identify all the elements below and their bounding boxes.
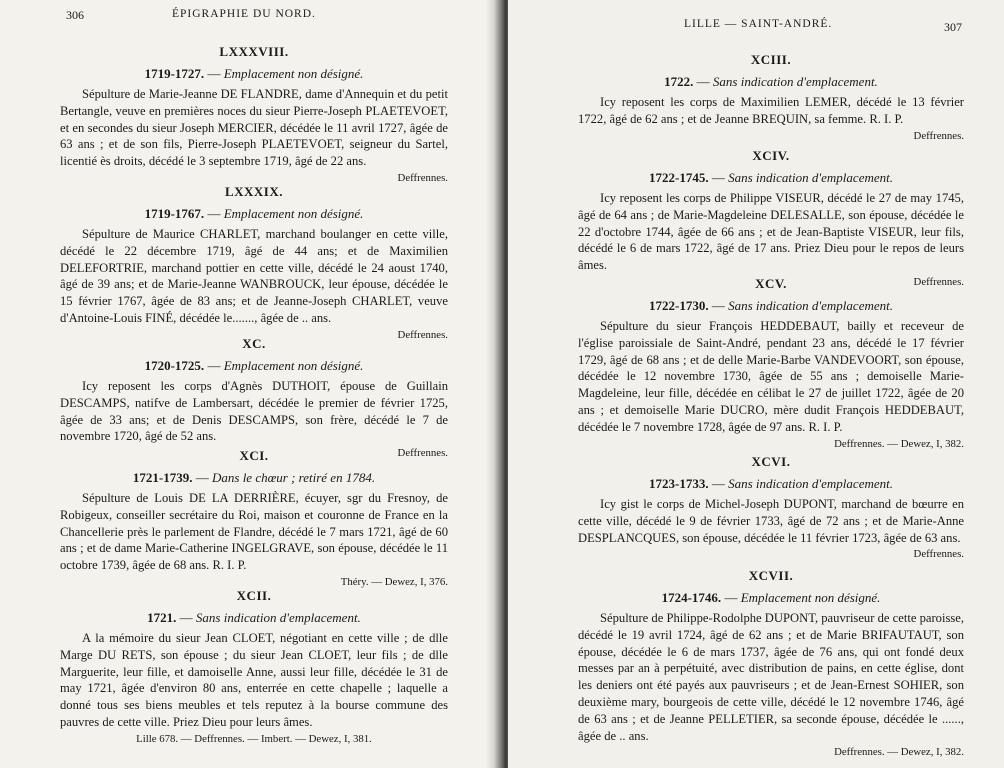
entry-date-line: 1722-1730. — Sans indication d'emplacement. <box>649 298 893 313</box>
entry-placement: Sans indication d'emplacement. <box>195 610 361 625</box>
entry-dates: 1723-1733. <box>649 476 709 491</box>
entry-source: Deffrennes. <box>913 275 964 288</box>
page-number: 306 <box>66 8 84 22</box>
entry-text: A la mémoire du sieur Jean CLOET, négotiant en cette ville ; de dlle Marge DU RETS, son épouse ; du sieur Jean CLOET, leur fils ; de dlle Marguerite, leur fille, et damoiselle Anne, aussi leur fille, décédée le 31 de may 1721, âgée d'environ 80 ans, enterrée en cette chapelle ; laquelle a donné tous ses biens meubles et tels reputez à la bourse commune des pauvres de cette ville. Priez Dieu pour leurs âmes. <box>60 631 448 729</box>
entry-date-line: 1722-1745. — Sans indication d'emplacement. <box>649 170 893 185</box>
entry <box>578 52 964 142</box>
entry-number: XCII. <box>236 588 272 603</box>
entry <box>60 184 448 341</box>
entry-dates: 1722-1745. <box>649 170 709 185</box>
entry <box>60 44 448 184</box>
entry-text: Sépulture de Marie-Jeanne DE FLANDRE, dame d'Annequin et du petit Bertangle, veuve en premières noces du sieur Pierre-Joseph PLAETEVOET, et en secondes du sieur Joseph MERCIER, décédée le 11 avril 1727, âgée de 63 ans ; et de son fils, Pierre-Joseph PLAETEVOET, seigneur du Sartel, licentié ès droits, décédé le 3 septembre 1719, âgé de 22 ans. <box>60 87 448 169</box>
entry-date-line: 1719-1727. — Emplacement non désigné. <box>144 66 364 81</box>
entry-source: Théry. — Dewez, I, 376. <box>340 575 448 588</box>
entry-placement: Sans indication d'emplacement. <box>728 170 893 185</box>
entry-text: Sépulture de Louis DE LA DERRIÈRE, écuyer, sgr du Fresnoy, de Robigeux, conseiller secrétaire du Roi, maison et couronne de France en la Chancellerie près le parlement de Flandre, décédé le 7 mars 1721, âgé de 60 ans ; et de dame Marie-Catherine INGELGRAVE, son épouse, décédée le 11 octobre 1739, âgée de 68 ans. R. I. P. <box>60 491 448 573</box>
entry-text: Sépulture du sieur François HEDDEBAUT, bailly et receveur de l'église paroissiale de Saint-André, pendant 23 ans, décédé le 17 février 1729, âgé de 68 ans ; et de delle Marie-Barbe VANDEVOORT, son épouse, décédée le 12 novembre 1730, âgée de 55 ans ; demoiselle Marie-Magdeleine, leur fille, décédée en célibat le 27 de juillet 1722, âgée de 20 ans ; et demoiselle Marie DUCRO, mère dudit François HEDDEBAUT, décédée le 7 novembre 1728, âgée de 97 ans. R. I. P. <box>578 319 964 434</box>
entry-placement: Sans indication d'emplacement. <box>728 476 893 491</box>
entry-number: XC. <box>242 336 266 351</box>
entry-placement: Sans indication d'emplacement. <box>728 298 893 313</box>
entry-text: Sépulture de Philippe-Rodolphe DUPONT, pauvriseur de cette paroisse, décédé le 19 avril 1724, âgé de 62 ans ; et de Marie BRIFAUTAUT, son épouse, décédée le 6 de mars 1737, âgée de 76 ans, qui ont fondé deux messes par an à perpétuité, avec distribution de pains, en cette église, dont les deniers ont été payés aux pauvriseurs ; et de Jean-Ernest SOHIER, son deuxième mary, bourgeois de cette ville, décédé le 12 novembre 1746, âgé de 63 ans ; et de Jeanne PELLETIER, sa seconde épouse, décédée le ......, âgée de .. ans. <box>578 611 964 743</box>
entry-placement: Emplacement non désigné. <box>223 206 364 221</box>
entry <box>578 276 964 450</box>
entry-text: Icy reposent les corps de Maximilien LEMER, décédé le 13 février 1722, âgé de 62 ans ; et de Jeanne BREQUIN, sa femme. R. I. P. <box>578 95 964 126</box>
entry-dates: 1720-1725. <box>144 358 205 373</box>
entry-date-line: 1720-1725. — Emplacement non désigné. <box>144 358 364 373</box>
entry-date-line: 1724-1746. — Emplacement non désigné. <box>661 590 881 605</box>
entry-placement: Emplacement non désigné. <box>223 66 364 81</box>
entry-text: Icy reposent les corps de Philippe VISEUR, décédé le 27 de may 1745, âgé de 64 ans ; de Marie-Magdeleine DELESALLE, son épouse, décédée le 22 d'octobre 1744, âgée de 66 ans ; et de Jean-Baptiste VISEUR, leur fils, décédé le 6 de mars 1722, âgé de 17 ans. Priez Dieu pour le repos de leurs âmes. <box>578 191 964 273</box>
entry <box>60 336 448 459</box>
entry-dates: 1724-1746. <box>661 590 722 605</box>
entry-dates: 1722. <box>664 74 694 89</box>
entry-number: XCVI. <box>751 454 791 469</box>
entry-date-line: 1719-1767. — Emplacement non désigné. <box>144 206 364 221</box>
running-head: ÉPIGRAPHIE DU NORD. <box>172 8 316 20</box>
entry-source: Deffrennes. — Dewez, I, 382. <box>834 746 964 759</box>
entry-dates: 1719-1767. <box>144 206 205 221</box>
entry-dates: 1721. <box>147 610 177 625</box>
entry <box>60 448 448 588</box>
entry-source: Deffrennes. <box>913 548 964 561</box>
running-head: LILLE — SAINT-ANDRÉ. <box>684 18 833 30</box>
right-page <box>508 0 1004 768</box>
entry <box>60 588 448 745</box>
entry-dates: 1721-1739. <box>132 470 193 485</box>
entry-text: Icy gist le corps de Michel-Joseph DUPONT, marchand de bœurre en cette ville, décédé le 9 de février 1733, âgé de 72 ans ; et de Marie-Anne DESPLANCQUES, son épouse, décédée le 11 février 1723, âgée de 63 ans. <box>578 497 964 545</box>
entry-dates: 1722-1730. <box>649 298 709 313</box>
entry <box>578 148 964 288</box>
entry-date-line: 1722. — Sans indication d'emplacement. <box>664 74 878 89</box>
entry-number: XCIII. <box>750 52 792 67</box>
entry-date-line: 1723-1733. — Sans indication d'emplacement. <box>649 476 893 491</box>
entry-source: Deffrennes. <box>913 129 964 142</box>
entry-dates: 1719-1727. <box>144 66 205 81</box>
entry-number: XCV. <box>755 276 787 291</box>
entry-number: XCI. <box>239 448 269 463</box>
entry-source: Deffrennes. <box>397 171 448 184</box>
entry-placement: Sans indication d'emplacement. <box>712 74 878 89</box>
entry-number: XCIV. <box>752 148 790 163</box>
entry-source: Deffrennes. — Dewez, I, 382. <box>834 437 964 450</box>
entry-date-line: 1721-1739. — Dans le chœur ; retiré en 1784. <box>132 470 376 485</box>
entry <box>578 568 964 758</box>
entry-source: Lille 678. — Deffrennes. — Imbert. — Dewez, I, 381. <box>136 732 372 745</box>
entry-number: LXXXVIII. <box>219 44 289 59</box>
entry-text: Icy reposent les corps d'Agnès DUTHOIT, épouse de Guillain DESCAMPS, natifve de Lambersart, décédée le premier de février 1725, âgée de 33 ans; et de Denis DESCAMPS, son frère, décédé le 7 de novembre 1720, âgé de 52 ans. <box>60 379 448 444</box>
entry-source: Deffrennes. <box>397 328 448 341</box>
entry-placement: Emplacement non désigné. <box>740 590 881 605</box>
entry-text: Sépulture de Maurice CHARLET, marchand boulanger en cette ville, décédé le 22 décembre 1719, âgé de 44 ans; et de Maximilien DELEFORTRIE, marchand pottier en cette ville, décédé le 24 aoust 1740, âgé de 39 ans; et de Marie-Jeanne WANBROUCK, leur épouse, décédée le 15 février 1767, âgée de 83 ans; et de Jeanne-Joseph CHARLET, veuve d'Antoine-Louis FINÉ, décédée le......., âgée de .. ans. <box>60 227 448 325</box>
entry-number: XCVII. <box>748 568 794 583</box>
entry-number: LXXXIX. <box>224 184 284 199</box>
entry-placement: Dans le chœur ; retiré en 1784. <box>212 470 376 485</box>
page-number: 307 <box>944 20 962 34</box>
entry-date-line: 1721. — Sans indication d'emplacement. <box>147 610 361 625</box>
entry <box>578 454 964 560</box>
entry-source: Deffrennes. <box>397 447 448 460</box>
left-page <box>0 0 500 768</box>
entry-placement: Emplacement non désigné. <box>223 358 364 373</box>
